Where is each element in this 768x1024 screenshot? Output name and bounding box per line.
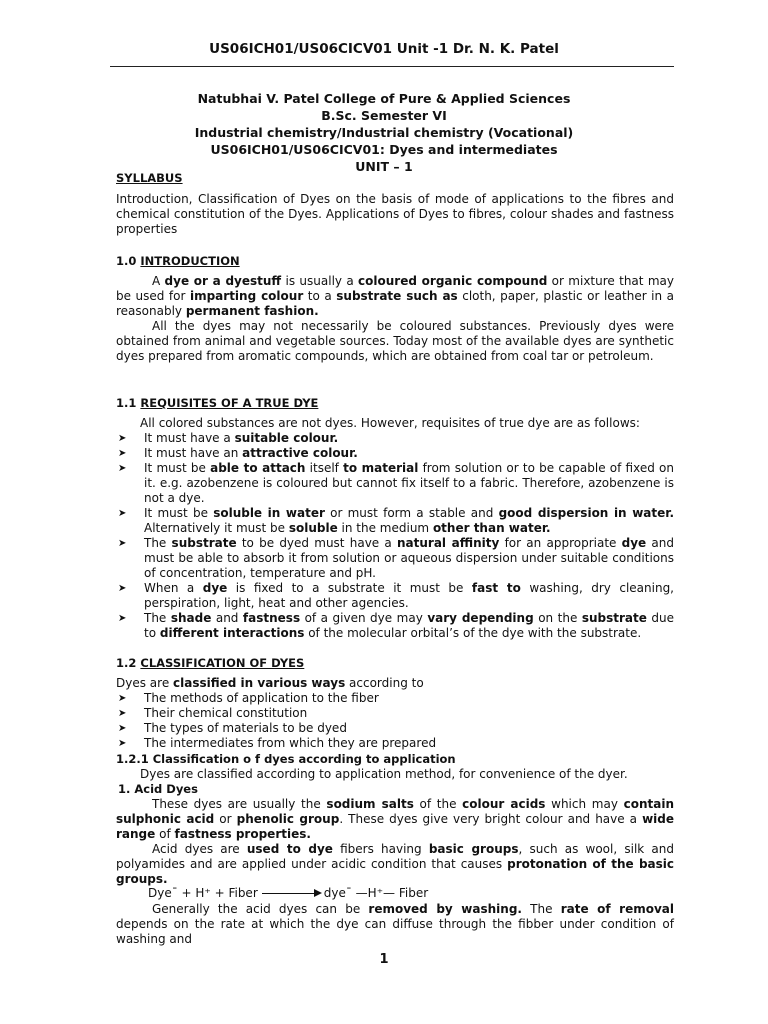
college-name: Natubhai V. Patel College of Pure & Applied Sciences xyxy=(197,91,571,106)
arrow-bullet-icon: ➤ xyxy=(118,693,127,704)
reaction-arrow-icon xyxy=(262,893,320,894)
running-header: US06ICH01/US06CICV01 Unit -1 Dr. N. K. Patel xyxy=(209,41,559,57)
list-item: ➤ The substrate to be dyed must have a natural affinity for an appropriate dye and must be able to absorb it from solution or aqueous dispersion under suitable conditions of concentration, temperature and pH. xyxy=(118,536,675,580)
subsection-heading: 1.2.1 Classification o f dyes according to application xyxy=(116,752,456,766)
list-item: ➤ It must have a suitable colour. xyxy=(118,431,339,445)
requisites-lead: All colored substances are not dyes. However, requisites of true dye are as follows: xyxy=(140,416,640,430)
list-item: ➤ It must have an attractive colour. xyxy=(118,446,358,460)
requisites-heading: 1.1 REQUISITES OF A TRUE DYE xyxy=(116,396,319,410)
list-item: ➤ When a dye is fixed to a substrate it must be fast to washing, dry cleaning, perspiration, light, heat and other agencies. xyxy=(118,581,674,610)
syllabus-text: Introduction, Classification of Dyes on the basis of mode of applications to the fibres and chemical constitution of the Dyes. Applications of Dyes to fibres, colour shades and fastness properties xyxy=(116,192,674,236)
arrow-bullet-icon: ➤ xyxy=(118,508,127,519)
subsection-lead: Dyes are classified according to application method, for convenience of the dyer. xyxy=(140,767,628,781)
arrow-bullet-icon: ➤ xyxy=(118,433,127,444)
list-item: ➤ Their chemical constitution xyxy=(118,706,308,720)
semester: B.Sc. Semester VI xyxy=(321,108,447,123)
acid-paragraph-2: Acid dyes are used to dye fibers having basic groups, such as wool, silk and polyamides and are applied under acidic condition that causes protonation of the basic groups. xyxy=(116,842,675,886)
intro-paragraph-2: All the dyes may not necessarily be coloured substances. Previously dyes were obtained from animal and vegetable sources. Today most of the available dyes are synthetic dyes prepared from aromatic compounds, which are obtained from coal tar or petroleum. xyxy=(116,319,674,363)
arrow-bullet-icon: ➤ xyxy=(118,538,127,549)
acid-dyes-heading: 1. Acid Dyes xyxy=(118,782,198,796)
arrow-bullet-icon: ➤ xyxy=(118,708,127,719)
list-item: ➤ The types of materials to be dyed xyxy=(118,721,347,735)
course-name: Industrial chemistry/Industrial chemistry (Vocational) xyxy=(194,125,574,140)
arrow-bullet-icon: ➤ xyxy=(118,738,127,749)
arrow-bullet-icon: ➤ xyxy=(118,463,127,474)
course-code: US06ICH01/US06CICV01: Dyes and intermediates xyxy=(210,142,558,157)
list-item: ➤ It must be able to attach itself to material from solution or to be capable of fixed on it. e.g. azobenzene is coloured but cannot fix itself to a fabric. Therefore, azobenzene is not a dye. xyxy=(118,461,674,505)
arrow-bullet-icon: ➤ xyxy=(118,723,127,734)
arrow-bullet-icon: ➤ xyxy=(118,583,127,594)
list-item: ➤ The shade and fastness of a given dye may vary depending on the substrate due to different interactions of the molecular orbital’s of the dye with the substrate. xyxy=(118,611,674,640)
list-item: ➤ It must be soluble in water or must form a stable and good dispersion in water. Alternatively it must be soluble in the medium other than water. xyxy=(118,506,675,535)
list-item: ➤ The methods of application to the fiber xyxy=(118,691,379,705)
reaction-equation: Dye¯ + H⁺ + Fiber dye¯ —H⁺— Fiber xyxy=(148,886,429,900)
unit-title: UNIT – 1 xyxy=(355,159,413,174)
classification-list xyxy=(118,691,674,751)
syllabus-heading: SYLLABUS xyxy=(116,171,183,185)
header-rule xyxy=(110,66,674,67)
intro-heading: 1.0 INTRODUCTION xyxy=(116,254,240,268)
classification-heading: 1.2 CLASSIFICATION OF DYES xyxy=(116,656,305,670)
arrow-bullet-icon: ➤ xyxy=(118,613,127,624)
acid-paragraph-3: Generally the acid dyes can be removed by washing. The rate of removal depends on the rate at which the dye can diffuse through the fibber under condition of washing and xyxy=(116,902,674,946)
requisites-list xyxy=(118,431,674,641)
arrow-bullet-icon: ➤ xyxy=(118,448,127,459)
page-number: 1 xyxy=(379,952,389,967)
acid-paragraph-1: These dyes are usually the sodium salts of the colour acids which may contain sulphonic acid or phenolic group. These dyes give very bright colour and have a wide range of fastness properties. xyxy=(116,797,675,841)
intro-paragraph-1: A dye or a dyestuff is usually a coloured organic compound or mixture that may be used for imparting colour to a substrate such as cloth, paper, plastic or leather in a reasonably permanent fashion. xyxy=(116,274,675,318)
list-item: ➤ The intermediates from which they are prepared xyxy=(118,736,437,750)
classification-lead: Dyes are classified in various ways according to xyxy=(116,676,424,690)
